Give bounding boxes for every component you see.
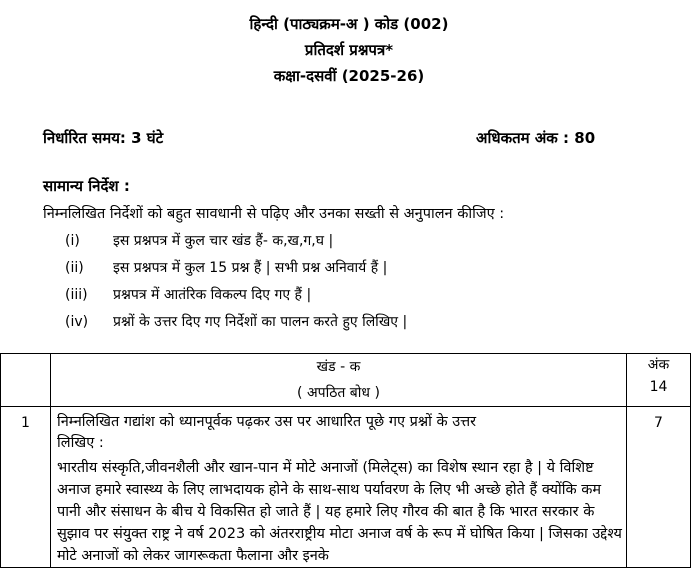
question-marks: 7 [627, 407, 691, 568]
instruction-text: प्रश्नों के उत्तर दिए गए निर्देशों का पालन करते हुए लिखिए | [113, 314, 408, 330]
time-allowed: निर्धारित समय: 3 घंटे [43, 129, 164, 147]
marks-heading [627, 354, 691, 407]
paper-title: हिन्दी (पाठ्यक्रम-अ ) कोड (002) [249, 15, 449, 33]
section-heading [51, 354, 627, 407]
instruction-item [65, 312, 407, 331]
instructions-title: सामान्य निर्देश : [43, 177, 130, 195]
question-number: 1 [1, 407, 51, 568]
instruction-item [65, 231, 333, 250]
instruction-text: इस प्रश्नपत्र में कुल 15 प्रश्न हैं | सभी प्रश्न अनिवार्य हैं | [113, 260, 388, 276]
section-header-row [1, 354, 691, 407]
question-table [0, 353, 691, 568]
max-marks: अधिकतम अंक : 80 [476, 129, 596, 147]
instruction-text: प्रश्नपत्र में आतंरिक विकल्प दिए गए हैं | [113, 287, 312, 303]
empty-cell [1, 354, 51, 407]
paper-subtitle: प्रतिदर्श प्रश्नपत्र* [304, 41, 394, 59]
section-subtitle: ( अपठित बोध ) [297, 385, 380, 401]
question-prompt-line1: निम्नलिखित गद्यांश को ध्यानपूर्वक पढ़कर उस पर आधारित पूछे गए प्रश्नों के उत्तर [57, 414, 477, 430]
section-title: खंड - क [316, 359, 361, 375]
question-body [51, 407, 627, 568]
instruction-number: (iv) [65, 314, 89, 330]
instruction-number: (i) [65, 233, 80, 249]
question-prompt-line2: लिखिए : [57, 435, 104, 451]
instruction-item [65, 285, 311, 304]
passage-text: भारतीय संस्कृति,जीवनशैली और खान-पान में मोटे अनाजों (मिलेट्स) का विशेष स्थान रहा है | ये विशिष्ट अनाज हमारे स्वास्थ्य के लिए लाभदायक होने के साथ-साथ पर्यावरण के लिए भी अच्छे होते हैं क्योंकि कम पानी और संसाधन के बीच ये विकसित हो जाते हैं | यह हमारे लिए गौरव की बात है कि भारत सरकार के सुझाव पर संयुक्त राष्ट्र ने वर्ष 2023 को अंतरराष्ट्रीय मोटा अनाज वर्ष के रूप में घोषित किया | जिसका उद्देश्य मोटे अनाजों को लेकर जागरूकता फैलाना और इनके [57, 460, 622, 564]
instructions-intro: निम्नलिखित निर्देशों को बहुत सावधानी से पढ़िए और उनका सख्ती से अनुपालन कीजिए : [43, 206, 505, 222]
question-row [1, 407, 691, 568]
marks-total: 14 [649, 379, 668, 395]
instruction-number: (ii) [65, 260, 84, 276]
instruction-item [65, 258, 387, 277]
instruction-text: इस प्रश्नपत्र में कुल चार खंड हैं- क,ख,ग,घ | [113, 233, 334, 249]
class-year: कक्षा-दसवीं (2025-26) [273, 67, 425, 85]
marks-label: अंक [647, 357, 670, 373]
instruction-number: (iii) [65, 287, 88, 303]
